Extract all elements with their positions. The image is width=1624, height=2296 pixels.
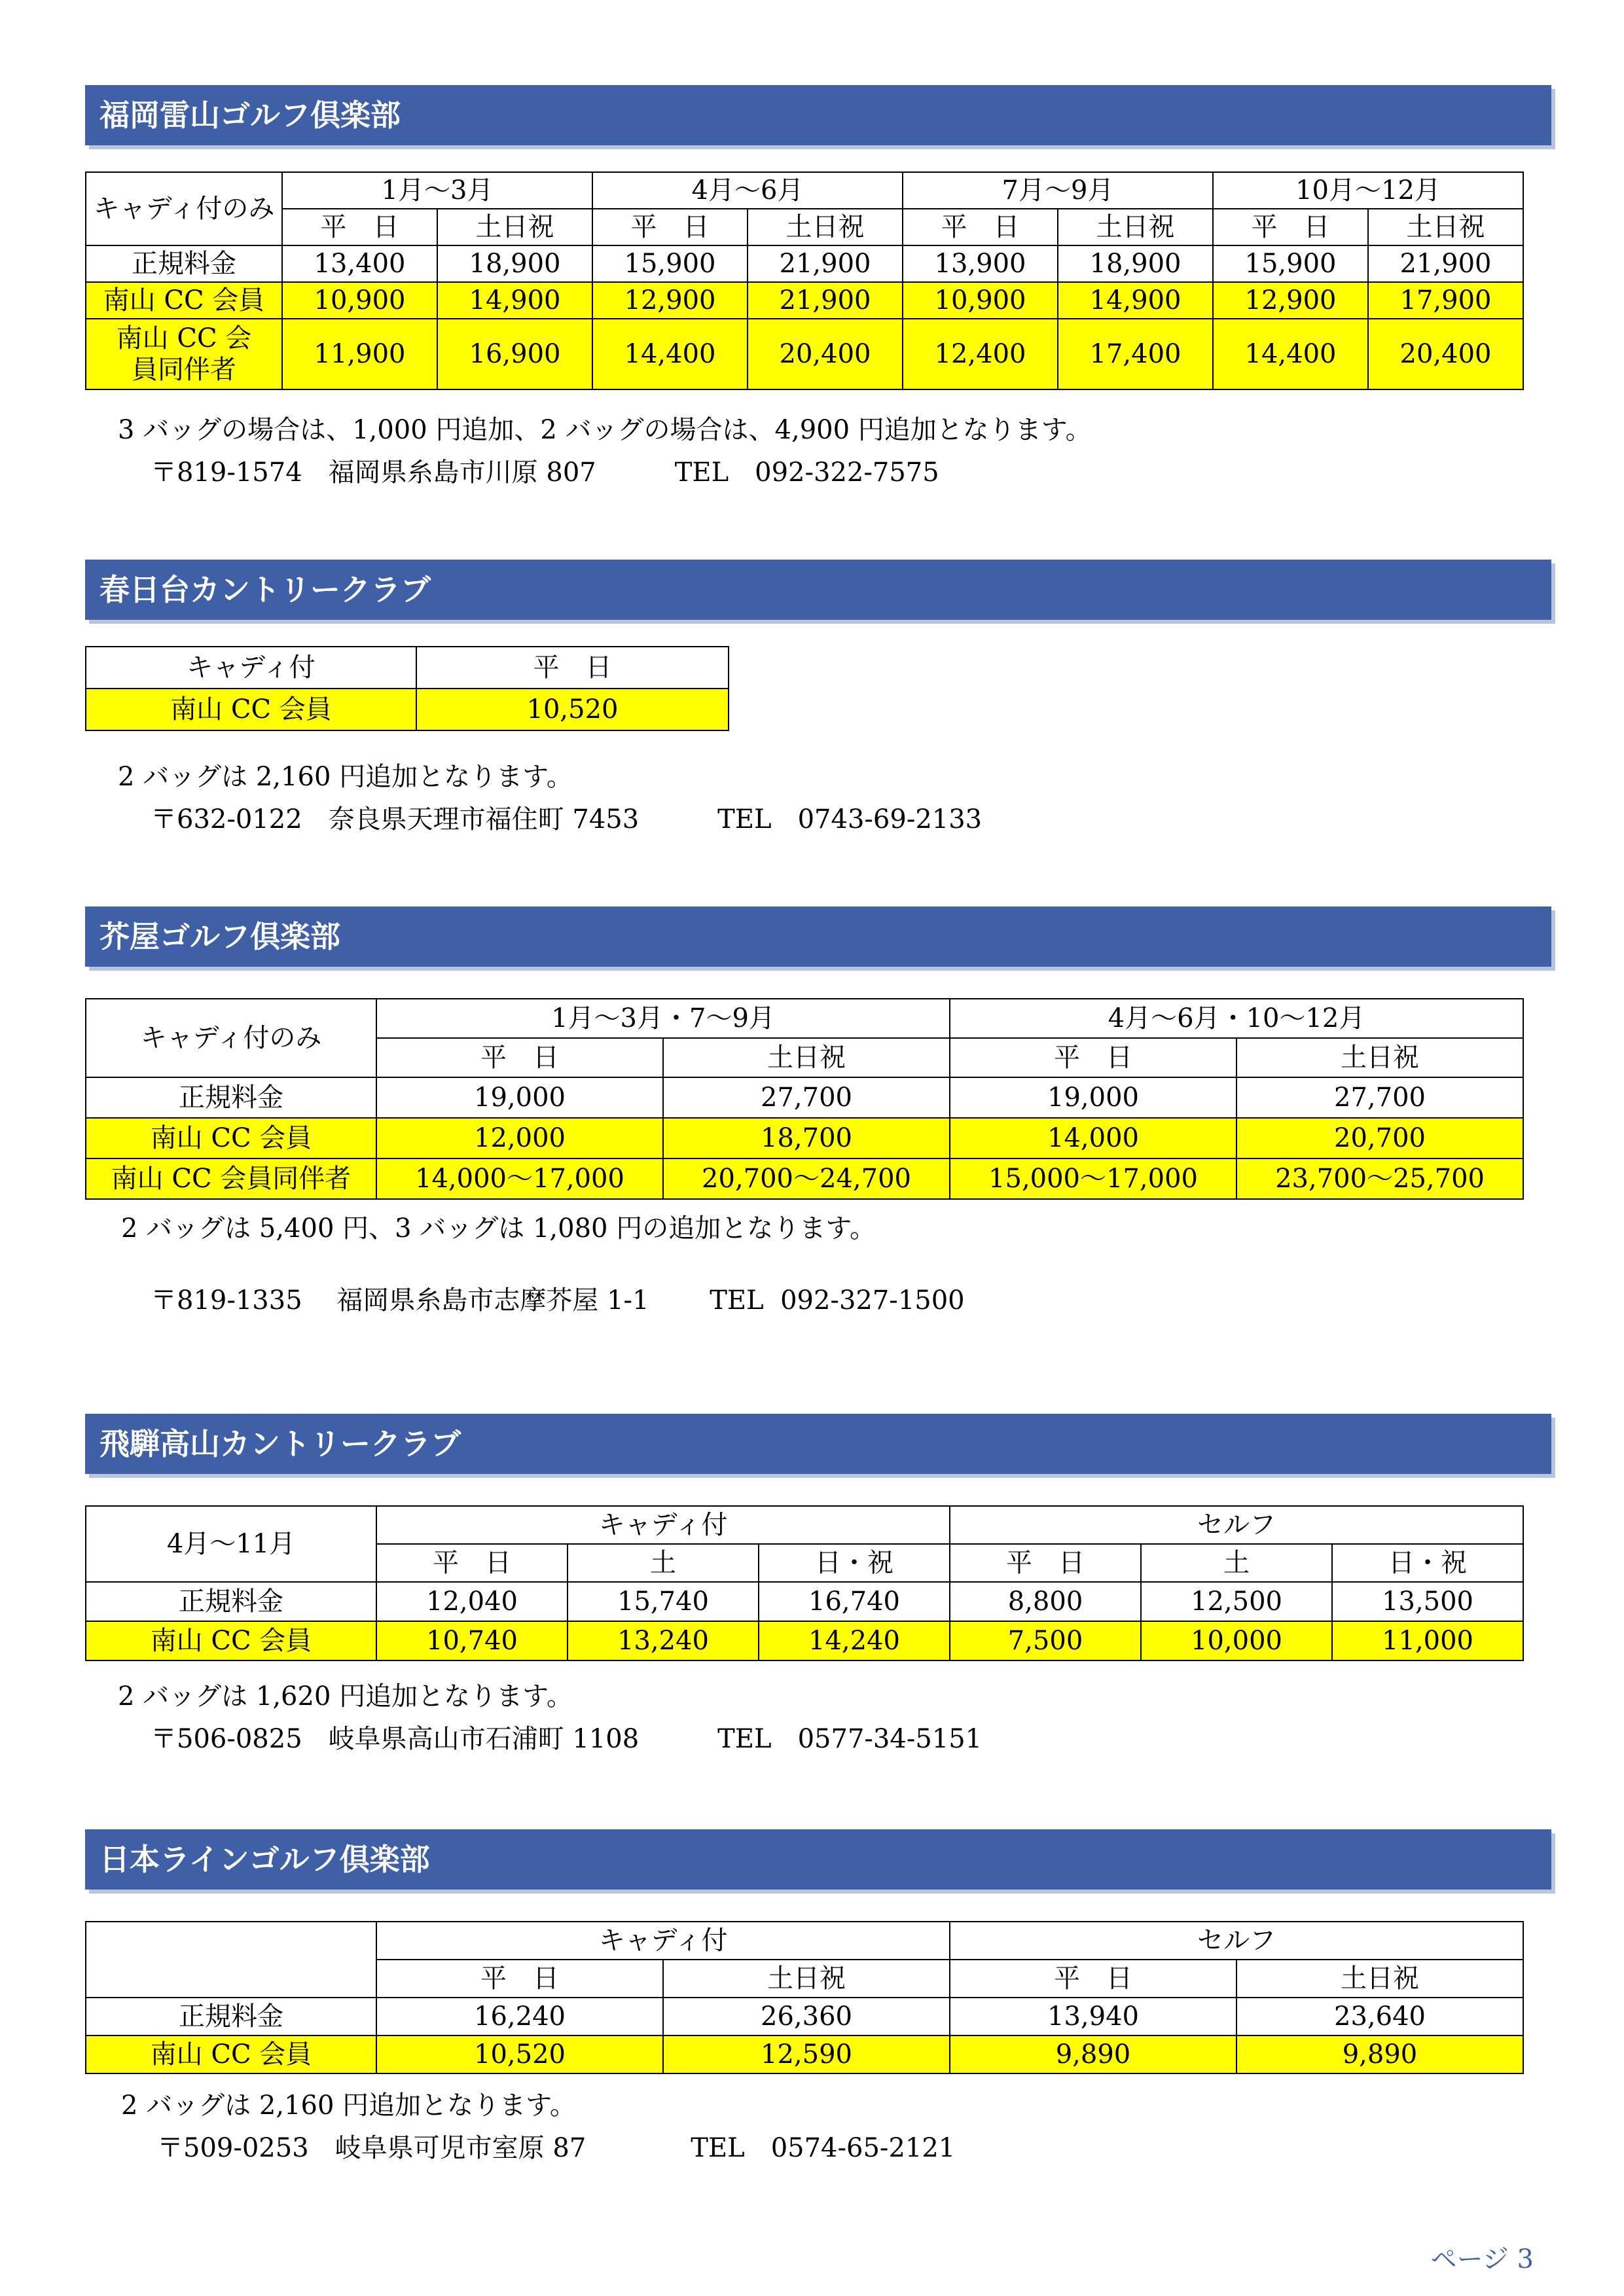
price-cell: 18,700 [663,1118,950,1158]
price-cell: 12,500 [1141,1582,1332,1621]
price-cell: 12,590 [663,2036,950,2073]
day-type-header: 日・祝 [1332,1544,1523,1582]
price-cell: 18,900 [437,245,592,282]
day-type-header: 土日祝 [437,209,592,245]
price-cell: 11,000 [1332,1621,1523,1660]
period-header: 10月～12月 [1213,172,1523,209]
corner-label: キャディ付のみ [86,172,282,245]
note: 2 バッグは 2,160 円追加となります。 [121,2090,576,2121]
table-row [86,319,1523,389]
section-title: 日本ラインゴルフ倶楽部 [85,1829,1551,1890]
rate-table [85,171,1524,390]
price-cell: 15,740 [568,1582,759,1621]
section-title: 飛騨高山カントリークラブ [85,1414,1551,1474]
row-label: 正規料金 [86,245,282,282]
day-type-header: 土 [568,1544,759,1582]
price-cell: 21,900 [1368,245,1523,282]
price-cell: 15,000～17,000 [950,1158,1236,1199]
day-type-header: 土日祝 [1058,209,1213,245]
rate-table [85,1921,1524,2074]
price-cell: 21,900 [748,245,903,282]
row-label: 南山 CC 会員 [86,689,416,730]
price-cell: 16,240 [376,1998,663,2036]
table-row [86,1077,1523,1118]
rate-table [85,998,1524,1200]
day-type-header: 平 日 [903,209,1058,245]
row-label: 南山 CC 会員同伴者 [86,319,282,389]
day-type-header: 平 日 [376,1960,663,1998]
price-cell: 19,000 [950,1077,1236,1118]
page-number: ページ 3 [1430,2244,1534,2274]
price-cell: 15,900 [592,245,748,282]
price-cell: 18,900 [1058,245,1213,282]
price-cell: 15,900 [1213,245,1368,282]
price-cell: 10,520 [416,689,729,730]
day-type-header: 日・祝 [759,1544,950,1582]
price-cell: 10,900 [282,282,437,319]
price-cell: 13,240 [568,1621,759,1660]
day-type-header: 土日祝 [1236,1960,1523,1998]
price-cell: 8,800 [950,1582,1141,1621]
price-cell: 20,400 [1368,319,1523,389]
price-cell: 27,700 [663,1077,950,1118]
note: 2 バッグは 1,620 円追加となります。 [118,1681,573,1712]
day-type-header: 土日祝 [663,1038,950,1077]
price-cell: 12,000 [376,1118,663,1158]
day-type-header: 土日祝 [1236,1038,1523,1077]
row-label: 正規料金 [86,1998,376,2036]
day-type-header: 土日祝 [663,1960,950,1998]
period-header: 4月～6月 [592,172,903,209]
section-title: 春日台カントリークラブ [85,560,1551,620]
period-header: キャディ付 [376,1922,950,1960]
price-cell: 14,400 [1213,319,1368,389]
section-nihon-line [85,1829,1551,2163]
row-label: 南山 CC 会員 [86,2036,376,2073]
corner-label: 4月～11月 [86,1506,376,1582]
price-cell: 10,520 [376,2036,663,2073]
row-label: 南山 CC 会員同伴者 [86,1158,376,1199]
section-fukuoka-raizan [85,85,1551,488]
price-cell: 9,890 [950,2036,1236,2073]
address: 〒506-0825 岐阜県高山市石浦町 1108 TEL 0577-34-5151 [151,1724,983,1754]
day-type-header: 平 日 [950,1544,1141,1582]
day-type-header: 平 日 [376,1038,663,1077]
price-cell: 14,000 [950,1118,1236,1158]
table-row [86,245,1523,282]
address: 〒632-0122 奈良県天理市福住町 7453 TEL 0743-69-2133 [151,804,983,834]
section-hida-takayama [85,1414,1551,1754]
price-cell: 7,500 [950,1621,1141,1660]
price-cell: 11,900 [282,319,437,389]
row-label: 南山 CC 会員 [86,1621,376,1660]
day-type-header: 平 日 [416,647,729,689]
section-kasugadai [85,560,1551,834]
table-row [86,1118,1523,1158]
corner-label: キャディ付 [86,647,416,689]
price-cell: 17,400 [1058,319,1213,389]
table-row [86,1158,1523,1199]
price-cell: 13,940 [950,1998,1236,2036]
day-type-header: 平 日 [1213,209,1368,245]
price-cell: 20,700 [1236,1118,1523,1158]
price-cell: 13,400 [282,245,437,282]
price-cell: 23,700～25,700 [1236,1158,1523,1199]
day-type-header: 土日祝 [748,209,903,245]
period-header: 7月～9月 [903,172,1213,209]
price-cell: 9,890 [1236,2036,1523,2073]
price-cell: 14,900 [1058,282,1213,319]
section-title: 芥屋ゴルフ倶楽部 [85,906,1551,967]
price-cell: 20,400 [748,319,903,389]
address: 〒819-1335 福岡県糸島市志摩芥屋 1-1 TEL 092-327-1500 [151,1285,965,1316]
price-cell: 12,900 [592,282,748,319]
table-row [86,1998,1523,2036]
day-type-header: 平 日 [376,1544,568,1582]
price-cell: 13,500 [1332,1582,1523,1621]
price-cell: 14,240 [759,1621,950,1660]
period-header: セルフ [950,1506,1523,1544]
period-header: 4月～6月・10～12月 [950,999,1523,1038]
rate-table [85,646,729,731]
price-cell: 16,900 [437,319,592,389]
price-cell: 12,400 [903,319,1058,389]
day-type-header: 平 日 [950,1038,1236,1077]
address: 〒819-1574 福岡県糸島市川原 807 TEL 092-322-7575 [151,457,939,488]
price-cell: 14,400 [592,319,748,389]
table-row [86,689,729,730]
section-keya [85,906,1551,1316]
period-header: セルフ [950,1922,1523,1960]
price-cell: 17,900 [1368,282,1523,319]
price-cell: 27,700 [1236,1077,1523,1118]
table-row [86,1582,1523,1621]
price-cell: 10,900 [903,282,1058,319]
price-cell: 23,640 [1236,1998,1523,2036]
corner-label [86,1922,376,1998]
price-cell: 10,740 [376,1621,568,1660]
table-row [86,282,1523,319]
price-cell: 12,900 [1213,282,1368,319]
note: 2 バッグは 5,400 円、3 バッグは 1,080 円の追加となります。 [121,1213,876,1244]
price-cell: 21,900 [748,282,903,319]
row-label: 南山 CC 会員 [86,1118,376,1158]
address: 〒509-0253 岐阜県可児市室原 87 TEL 0574-65-2121 [157,2133,956,2163]
price-cell: 20,700～24,700 [663,1158,950,1199]
rate-table [85,1505,1524,1661]
price-cell: 26,360 [663,1998,950,2036]
day-type-header: 土日祝 [1368,209,1523,245]
corner-label: キャディ付のみ [86,999,376,1077]
row-label: 正規料金 [86,1582,376,1621]
note: 2 バッグは 2,160 円追加となります。 [118,762,573,792]
price-cell: 19,000 [376,1077,663,1118]
note: 3 バッグの場合は、1,000 円追加、2 バッグの場合は、4,900 円追加となります。 [118,415,1092,445]
period-header: キャディ付 [376,1506,950,1544]
period-header: 1月～3月 [282,172,592,209]
table-row [86,1621,1523,1660]
period-header: 1月～3月・7～9月 [376,999,950,1038]
price-cell: 13,900 [903,245,1058,282]
day-type-header: 土 [1141,1544,1332,1582]
price-cell: 12,040 [376,1582,568,1621]
row-label: 正規料金 [86,1077,376,1118]
section-title: 福岡雷山ゴルフ倶楽部 [85,85,1551,145]
price-cell: 10,000 [1141,1621,1332,1660]
day-type-header: 平 日 [282,209,437,245]
day-type-header: 平 日 [950,1960,1236,1998]
day-type-header: 平 日 [592,209,748,245]
table-row [86,2036,1523,2073]
price-cell: 14,900 [437,282,592,319]
price-cell: 16,740 [759,1582,950,1621]
price-cell: 14,000～17,000 [376,1158,663,1199]
row-label: 南山 CC 会員 [86,282,282,319]
